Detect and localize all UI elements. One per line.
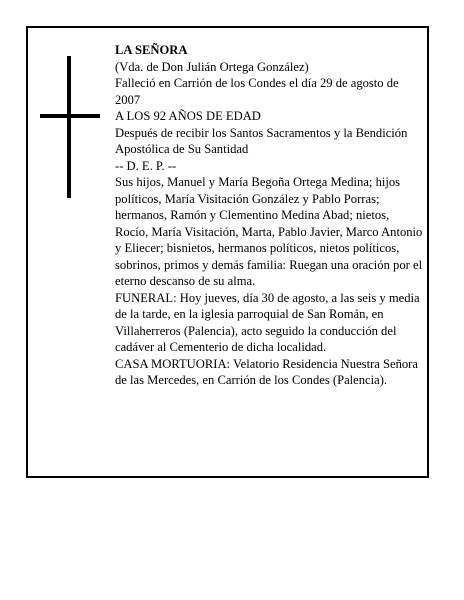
widow-of-line: (Vda. de Don Julián Ortega González) — [115, 59, 309, 74]
wake-paragraph: CASA MORTUORIA: Velatorio Residencia Nuestra Señora de las Mercedes, en Carrión de los Condes (Palencia). — [115, 356, 418, 387]
family-paragraph: Sus hijos, Manuel y María Begoña Ortega Medina; hijos políticos, María Visitación González y Pablo Porras; hermanos, Ramón y Clementino Medina Abad; nietos, Rocío, María Visitación, Marta, Pablo Javier, Marco Antonio y Eliecer; bisnietos, hermanos políticos, nietos políticos, sobrinos, primos y demás familia: Ruegan una oración por el eterno descanso de su alma. — [115, 175, 423, 288]
obituary-text — [115, 42, 425, 389]
cross-icon — [40, 56, 100, 198]
rip-line: -- D. E. P. -- — [115, 158, 177, 173]
cross-horizontal-bar — [40, 114, 100, 118]
cross-vertical-bar — [67, 56, 71, 198]
deceased-title: LA SEÑORA — [115, 43, 188, 57]
obituary-notice — [26, 26, 429, 478]
funeral-paragraph: FUNERAL: Hoy jueves, día 30 de agosto, a las seis y media de la tarde, en la iglesia parroquial de San Román, en Villaherreros (Palencia), acto seguido la conducción del cadáver al Cementerio de dicha localidad. — [115, 290, 420, 354]
sacraments-line: Después de recibir los Santos Sacramentos y la Bendición Apostólica de Su Santidad — [115, 125, 408, 156]
age-line: A LOS 92 AÑOS DE EDAD — [115, 109, 261, 123]
death-announcement: Falleció en Carrión de los Condes el día 29 de agosto de 2007 — [115, 76, 399, 107]
